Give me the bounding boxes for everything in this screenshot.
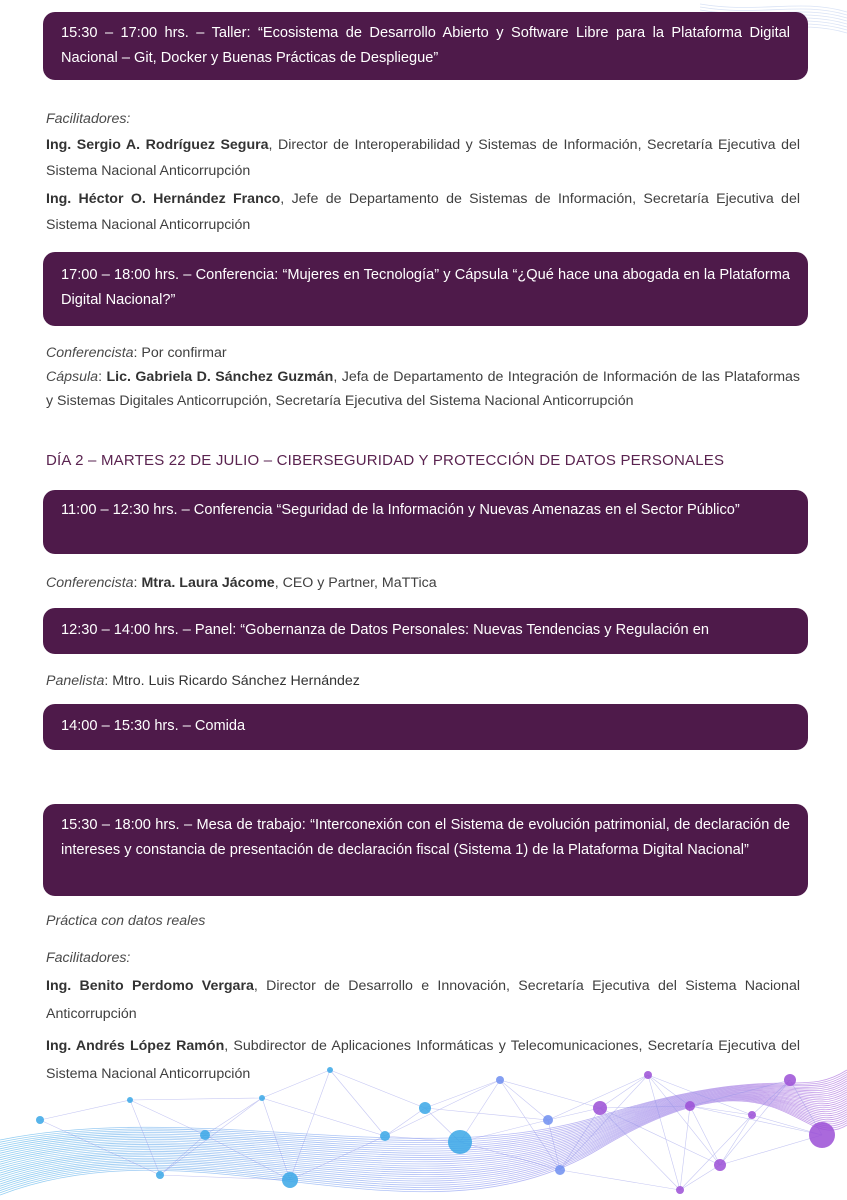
person-role: , Jefa de Departamento de Integración de Información de las Plataformas y Sistemas Digitales Anticorrupción, Secretaría Ejecutiva del Sistema Nacional Anticorrupción: [46, 369, 801, 409]
session-bar-text: 17:00 – 18:00 hrs. – Conferencia: “Mujeres en Tecnología” y Cápsula “¿Qué hace una abogada en la Plataforma Digital Nacional?”: [61, 267, 790, 308]
network-node: [282, 1172, 298, 1188]
session-bar-1400: [43, 704, 808, 750]
network-node: [380, 1131, 390, 1141]
network-node: [593, 1101, 607, 1115]
person-name: Mtra. Laura Jácome: [141, 575, 275, 591]
facilitator-entry: [46, 1032, 800, 1088]
separator: :: [104, 673, 113, 689]
person-role: , Director de Interoperabilidad y Sistemas de Información, Secretaría Ejecutiva del Sistema Nacional Anticorrupción: [46, 137, 801, 179]
person-role: , Subdirector de Aplicaciones Informáticas y Telecomunicaciones, Secretaría Ejecutiva del Sistema Nacional Anticorrupción: [46, 1038, 801, 1082]
facilitators-label: Facilitadores:: [46, 111, 131, 127]
facilitator-entry: [46, 972, 800, 1028]
network-node: [200, 1130, 210, 1140]
network-node: [685, 1101, 695, 1111]
person-name: Lic. Gabriela D. Sánchez Guzmán: [106, 369, 334, 385]
network-node: [259, 1095, 265, 1101]
person-role: , CEO y Partner, MaTTica: [274, 575, 437, 591]
facilitators-block-2: [46, 944, 800, 1088]
session-bar-text: 15:30 – 18:00 hrs. – Mesa de trabajo: “Interconexión con el Sistema de evolución patrimonial, de declaración de intereses y constancia de presentación de declaración fiscal (Sistema 1) de la Plataforma Digital Nacional”: [61, 817, 790, 858]
capsule-label: Cápsula: [46, 369, 99, 385]
session-bar-1530: [43, 12, 808, 80]
network-node: [156, 1171, 164, 1179]
speaker-entry: [46, 570, 800, 596]
facilitator-entry: [46, 186, 800, 238]
person-name: Ing. Benito Perdomo Vergara: [46, 978, 254, 994]
network-node: [676, 1186, 684, 1194]
session-bar-text: 14:00 – 15:30 hrs. – Comida: [61, 718, 246, 734]
network-node: [127, 1097, 133, 1103]
separator: :: [98, 369, 107, 385]
facilitators-block-1: [46, 106, 800, 238]
person-role: , Director de Desarrollo e Innovación, Secretaría Ejecutiva del Sistema Nacional Anticorrupción: [46, 978, 800, 1022]
person-name: Ing. Andrés López Ramón: [46, 1038, 225, 1054]
speaker-label: Conferencista: [46, 345, 134, 361]
network-node: [36, 1116, 44, 1124]
session-bar-text: 12:30 – 14:00 hrs. – Panel: “Gobernanza de Datos Personales: Nuevas Tendencias y Regulación en: [61, 622, 709, 638]
network-node: [448, 1130, 472, 1154]
day-heading: DÍA 2 – MARTES 22 DE JULIO – CIBERSEGURIDAD Y PROTECCIÓN DE DATOS PERSONALES: [46, 452, 725, 469]
panelist-label: Panelista: [46, 673, 105, 689]
network-node: [419, 1102, 431, 1114]
panelist-block-1230: [46, 668, 800, 694]
practice-note: [46, 908, 800, 934]
person-role: , Jefe de Departamento de Sistemas de Información, Secretaría Ejecutiva del Sistema Nacional Anticorrupción: [46, 191, 800, 233]
separator: :: [133, 575, 142, 591]
network-node: [748, 1111, 756, 1119]
practice-note-text: Práctica con datos reales: [46, 913, 206, 929]
speakers-block-1700: [46, 341, 800, 413]
speaker-block-1100: [46, 570, 800, 596]
session-bar-1530-day2: [43, 804, 808, 896]
person-name: Mtro. Luis Ricardo Sánchez Hernández: [112, 673, 360, 689]
network-node: [555, 1165, 565, 1175]
network-node: [714, 1159, 726, 1171]
network-node: [543, 1115, 553, 1125]
session-bar-1700: [43, 252, 808, 326]
facilitator-entry: [46, 132, 800, 184]
speaker-entry: [46, 341, 800, 365]
panelist-entry: [46, 668, 800, 694]
person-name: Ing. Sergio A. Rodríguez Segura: [46, 137, 269, 153]
network-node: [809, 1122, 835, 1148]
session-bar-text: 11:00 – 12:30 hrs. – Conferencia “Seguridad de la Información y Nuevas Amenazas en el Sector Público”: [61, 502, 740, 518]
session-bar-1230: [43, 608, 808, 654]
facilitators-label: Facilitadores:: [46, 950, 131, 966]
speaker-value: : Por confirmar: [133, 345, 227, 361]
capsule-entry: [46, 365, 800, 413]
session-bar-text: 15:30 – 17:00 hrs. – Taller: “Ecosistema de Desarrollo Abierto y Software Libre para la Plataforma Digital Nacional – Git, Docker y Buenas Prácticas de Despliegue”: [61, 25, 790, 66]
session-bar-1100: [43, 490, 808, 554]
speaker-label: Conferencista: [46, 575, 134, 591]
person-name: Ing. Héctor O. Hernández Franco: [46, 191, 281, 207]
